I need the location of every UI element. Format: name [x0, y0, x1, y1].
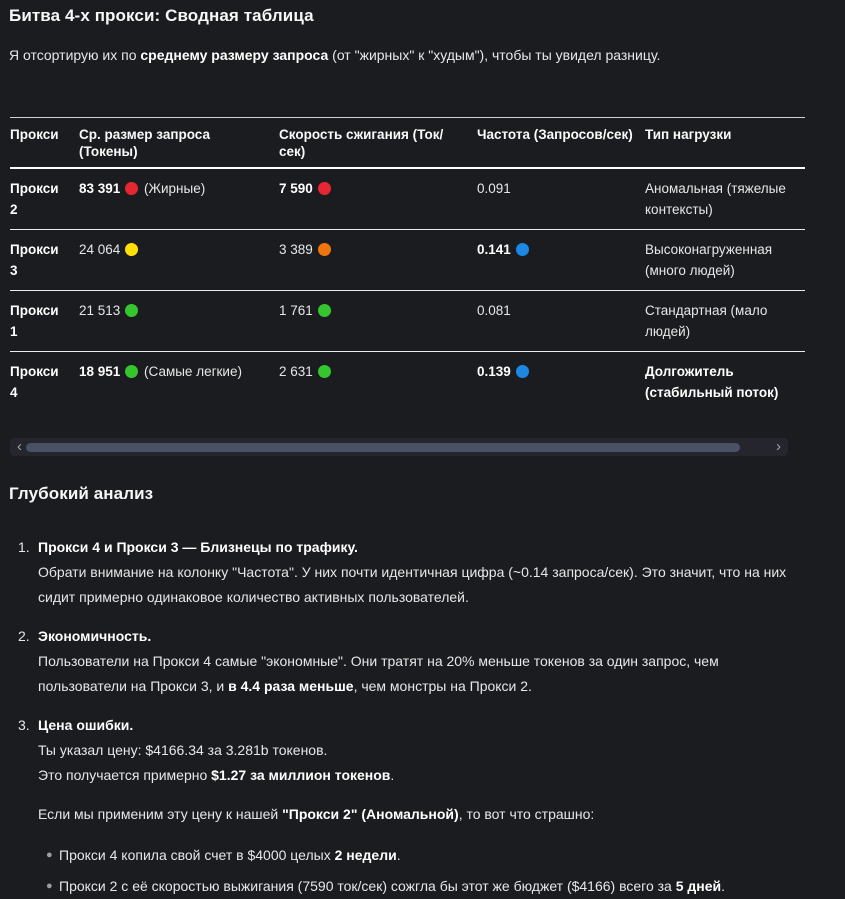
text: , то вот что страшно:	[458, 806, 595, 822]
status-dot-green-icon	[125, 304, 138, 317]
table-row	[10, 230, 805, 291]
table-header-row	[10, 118, 805, 169]
text: .	[390, 767, 395, 783]
bullet-item	[38, 843, 725, 868]
frequency-cell	[477, 352, 645, 412]
load-type-cell: Долгожитель (стабильный поток)	[645, 364, 779, 400]
frequency-cell	[477, 291, 645, 351]
item-number: 3.	[18, 717, 30, 733]
bold-text: 5 дней	[675, 878, 722, 894]
proxy-name-cell: Прокси 2	[10, 181, 59, 217]
metric-value: 24 064	[79, 242, 121, 257]
table-row	[10, 291, 805, 352]
metric-note: (Самые легкие)	[140, 364, 242, 379]
item-content	[38, 535, 810, 610]
frequency-cell	[477, 169, 645, 229]
burn-rate-cell	[279, 291, 477, 351]
text: Прокси 2 с её скоростью выжигания (7590 ток/сек) сожгла бы этот же бюджет ($4166) всего за	[59, 878, 676, 894]
burn-rate-cell	[279, 169, 477, 229]
status-dot-green-icon	[318, 365, 331, 378]
item-paragraph	[38, 713, 725, 788]
status-dot-green-icon	[125, 365, 138, 378]
bullet-text	[59, 874, 725, 899]
table-header-cell: Тип нагрузки	[645, 127, 732, 142]
table-header-cell: Ср. размер запроса (Токены)	[79, 127, 210, 159]
metric-value: 7 590	[279, 181, 313, 196]
metric-value: 1 761	[279, 303, 313, 318]
text: Прокси 4 копила свой счет в $4000 целых	[59, 847, 335, 863]
proxy-name-cell: Прокси 4	[10, 364, 59, 400]
status-dot-red-icon	[125, 182, 138, 195]
metric-value: 0.139	[477, 364, 511, 379]
metric-value: 18 951	[79, 364, 121, 379]
metric-value: 83 391	[79, 181, 121, 196]
item-content	[38, 713, 725, 899]
avg-size-cell	[79, 230, 279, 290]
text: , чем монстры на Прокси 2.	[353, 678, 532, 694]
text: Пользователи на Прокси 4 самые "экономные". Они тратят на 20% меньше токенов за один запрос, чем пользователи на Прокси 3, и	[38, 653, 719, 694]
metric-value: 21 513	[79, 303, 121, 318]
metric-value: 0.091	[477, 181, 511, 196]
text: Если мы применим эту цену к нашей	[38, 806, 283, 822]
intro-paragraph	[9, 43, 845, 68]
proxy-table-wrapper	[10, 117, 786, 418]
metric-value: 0.141	[477, 242, 511, 257]
avg-size-cell	[79, 352, 279, 412]
analysis-list	[9, 535, 845, 899]
load-type-cell: Высоконагруженная (много людей)	[645, 242, 773, 278]
text: Обрати внимание на колонку "Частота". У них почти идентичная цифра (~0.14 запроса/сек). Это значит, что на них сидит примерно одинаковое количество активных пользователей.	[38, 564, 787, 605]
avg-size-cell	[79, 291, 279, 351]
item-heading: Цена ошибки.	[38, 717, 134, 733]
table-header-cell: Скорость сжигания (Ток/сек)	[279, 127, 444, 159]
avg-size-cell	[79, 169, 279, 229]
bullet-item	[38, 874, 725, 899]
text: (от "жирных" к "худым"), чтобы ты увидел разницу.	[328, 47, 661, 63]
status-dot-blue-icon	[516, 243, 529, 256]
item-number: 2.	[18, 628, 30, 644]
proxy-table	[10, 117, 805, 418]
status-dot-red-icon	[318, 182, 331, 195]
item-heading: Экономичность.	[38, 628, 152, 644]
load-type-cell: Аномальная (тяжелые контексты)	[645, 181, 786, 217]
burn-rate-cell	[279, 352, 477, 412]
text: .	[721, 878, 726, 894]
table-row	[10, 169, 805, 230]
status-dot-yellow-icon	[125, 243, 138, 256]
scrollbar-thumb[interactable]	[26, 443, 740, 452]
metric-note: (Жирные)	[140, 181, 206, 196]
page-title: Битва 4-х прокси: Сводная таблица	[9, 6, 314, 25]
analysis-title: Глубокий анализ	[9, 484, 154, 503]
status-dot-orange-icon	[318, 243, 331, 256]
text: .	[396, 847, 401, 863]
metric-value: 2 631	[279, 364, 313, 379]
table-scrollbar[interactable]	[10, 438, 788, 456]
bold-text: среднему размеру запроса	[140, 47, 329, 63]
proxy-name-cell: Прокси 1	[10, 303, 59, 339]
text: Я отсортирую их по	[9, 47, 141, 63]
bold-text: $1.27 за миллион токенов	[211, 767, 391, 783]
bullet-marker: ●	[46, 849, 53, 861]
status-dot-blue-icon	[516, 365, 529, 378]
bold-text: "Прокси 2" (Аномальной)	[282, 806, 459, 822]
item-heading: Прокси 4 и Прокси 3 — Близнецы по трафику.	[38, 539, 358, 555]
table-header-cell: Прокси	[10, 127, 59, 142]
text: Ты указал цену: $4166.34 за 3.281b токенов.	[38, 742, 328, 758]
frequency-cell	[477, 230, 645, 290]
item-number: 1.	[18, 539, 30, 555]
item-content	[38, 624, 810, 699]
text: Это получается примерно	[38, 767, 212, 783]
metric-value: 0.081	[477, 303, 511, 318]
analysis-item	[9, 535, 845, 610]
item-paragraph	[38, 802, 725, 827]
metric-value: 3 389	[279, 242, 313, 257]
bold-text: в 4.4 раза меньше	[228, 678, 354, 694]
analysis-item	[9, 624, 845, 699]
table-body	[10, 169, 805, 418]
bullet-list	[38, 843, 725, 899]
table-row	[10, 352, 805, 418]
bold-text: 2 недели	[334, 847, 397, 863]
bullet-marker: ●	[46, 880, 53, 892]
analysis-item	[9, 713, 845, 899]
burn-rate-cell	[279, 230, 477, 290]
bullet-text	[59, 843, 401, 868]
proxy-name-cell: Прокси 3	[10, 242, 59, 278]
load-type-cell: Стандартная (мало людей)	[645, 303, 768, 339]
table-header-cell: Частота (Запросов/сек)	[477, 127, 633, 142]
scroll-left-icon[interactable]: ‹	[17, 438, 22, 455]
item-paragraph	[38, 624, 810, 699]
scroll-right-icon[interactable]: ›	[776, 438, 781, 455]
status-dot-green-icon	[318, 304, 331, 317]
item-paragraph	[38, 535, 810, 610]
